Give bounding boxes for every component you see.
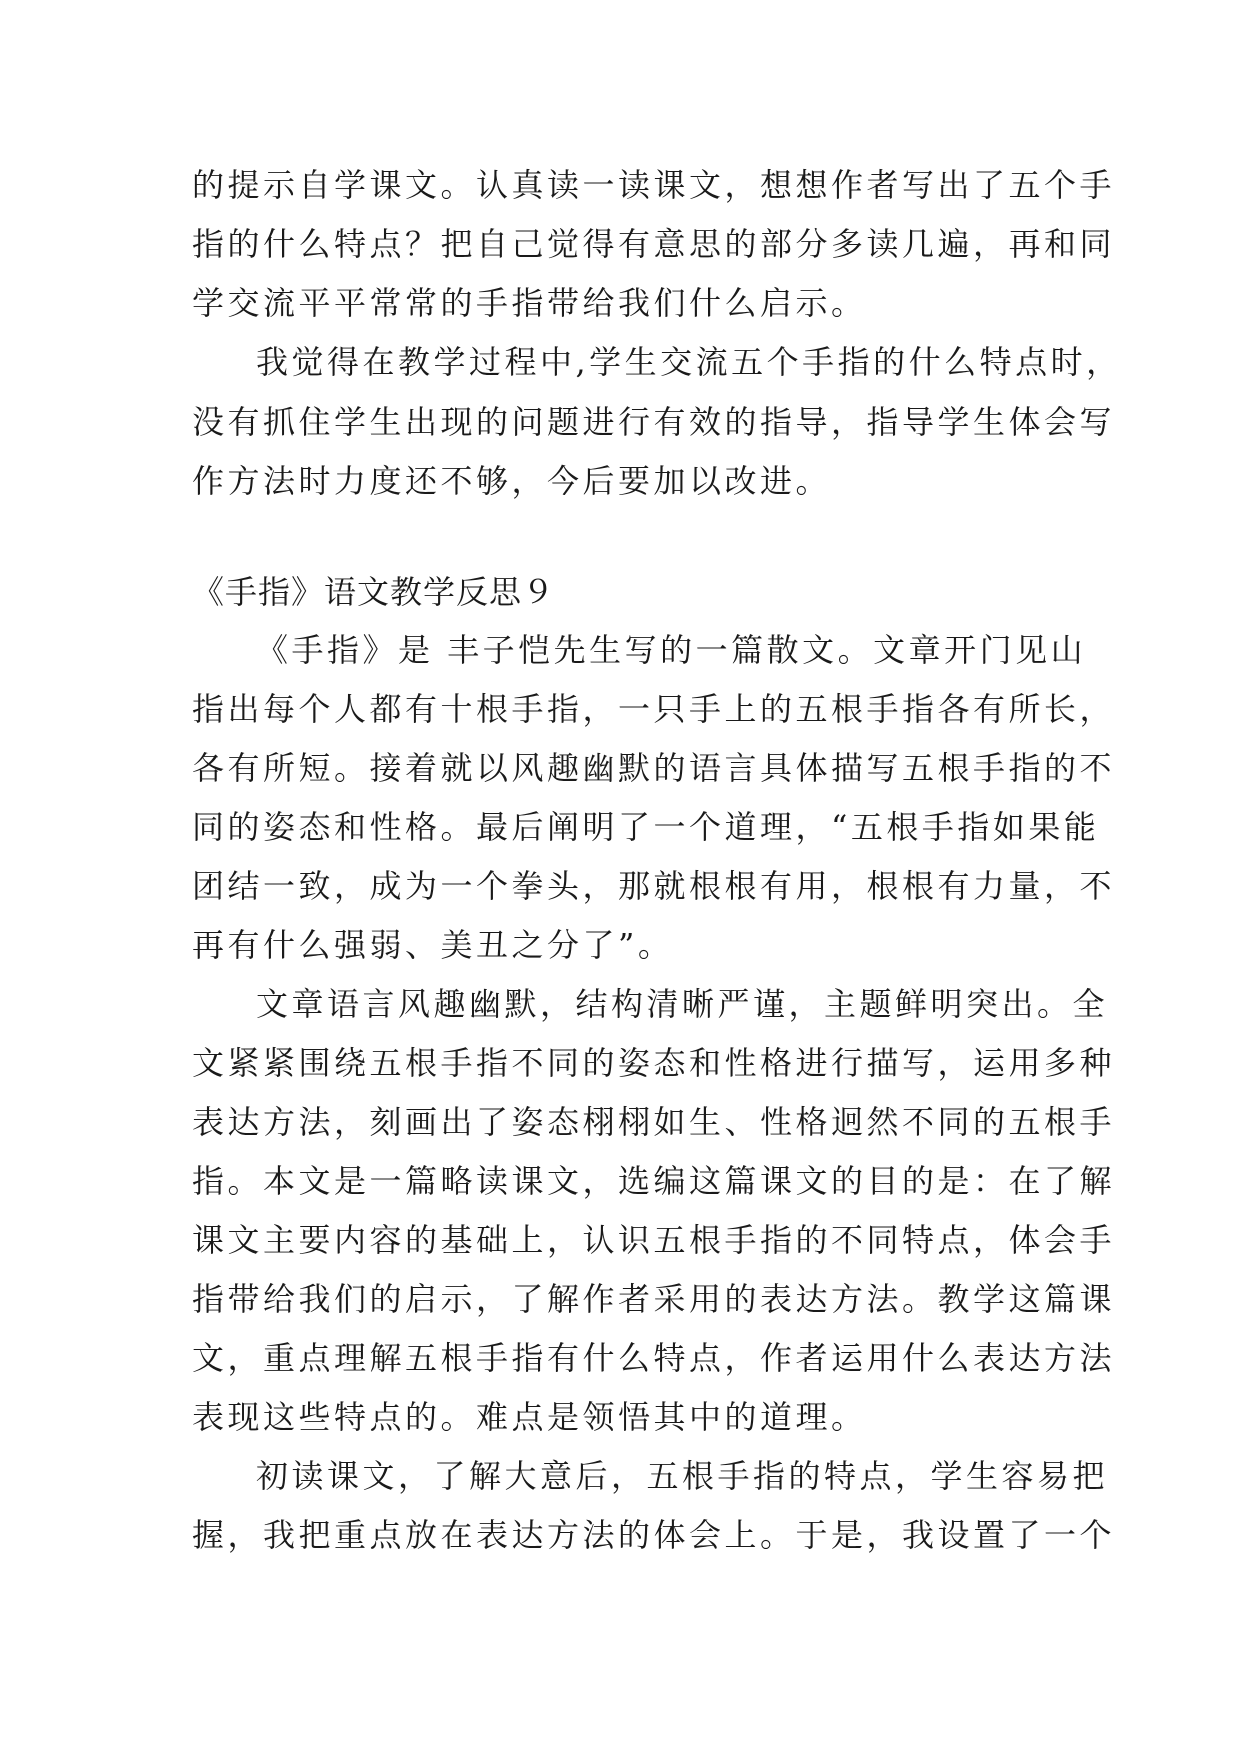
text-line: 握，我把重点放在表达方法的体会上。于是，我设置了一个	[192, 1516, 1116, 1554]
text-line: 指。本文是一篇略读课文，选编这篇课文的目的是：在了解	[192, 1162, 1116, 1200]
text-line: 学交流平平常常的手指带给我们什么启示。	[192, 284, 867, 322]
text-line: 文，重点理解五根手指有什么特点，作者运用什么表达方法	[192, 1339, 1116, 1377]
text-line: 作方法时力度还不够，今后要加以改进。	[192, 462, 832, 500]
paragraph-first-line: 《手指》是 丰子恺先生写的一篇散文。文章开门见山	[256, 631, 1087, 669]
text-line: 文紧紧围绕五根手指不同的姿态和性格进行描写，运用多种	[192, 1044, 1116, 1082]
section-title: 《手指》语文教学反思９	[192, 573, 556, 611]
paragraph-first-line: 初读课文，了解大意后，五根手指的特点，学生容易把	[256, 1457, 1109, 1495]
text-line: 没有抓住学生出现的问题进行有效的指导，指导学生体会写	[192, 403, 1116, 441]
text-line: 再有什么强弱、美丑之分了”。	[192, 926, 674, 964]
text-line: 指的什么特点？把自己觉得有意思的部分多读几遍，再和同	[192, 225, 1116, 263]
paragraph-first-line: 文章语言风趣幽默，结构清晰严谨，主题鲜明突出。全	[256, 985, 1109, 1023]
text-line: 表达方法，刻画出了姿态栩栩如生、性格迥然不同的五根手	[192, 1103, 1116, 1141]
paragraph-first-line: 我觉得在教学过程中,学生交流五个手指的什么特点时，	[256, 343, 1122, 381]
text-line: 团结一致，成为一个拳头，那就根根有用，根根有力量，不	[192, 867, 1116, 905]
text-line: 课文主要内容的基础上，认识五根手指的不同特点，体会手	[192, 1221, 1116, 1259]
text-line: 的提示自学课文。认真读一读课文，想想作者写出了五个手	[192, 166, 1116, 204]
text-line: 各有所短。接着就以风趣幽默的语言具体描写五根手指的不	[192, 749, 1116, 787]
text-line: 表现这些特点的。难点是领悟其中的道理。	[192, 1398, 867, 1436]
text-line: 指出每个人都有十根手指，一只手上的五根手指各有所长，	[192, 690, 1116, 728]
text-line: 指带给我们的启示，了解作者采用的表达方法。教学这篇课	[192, 1280, 1116, 1318]
text-line: 同的姿态和性格。最后阐明了一个道理，“五根手指如果能	[192, 808, 1100, 846]
